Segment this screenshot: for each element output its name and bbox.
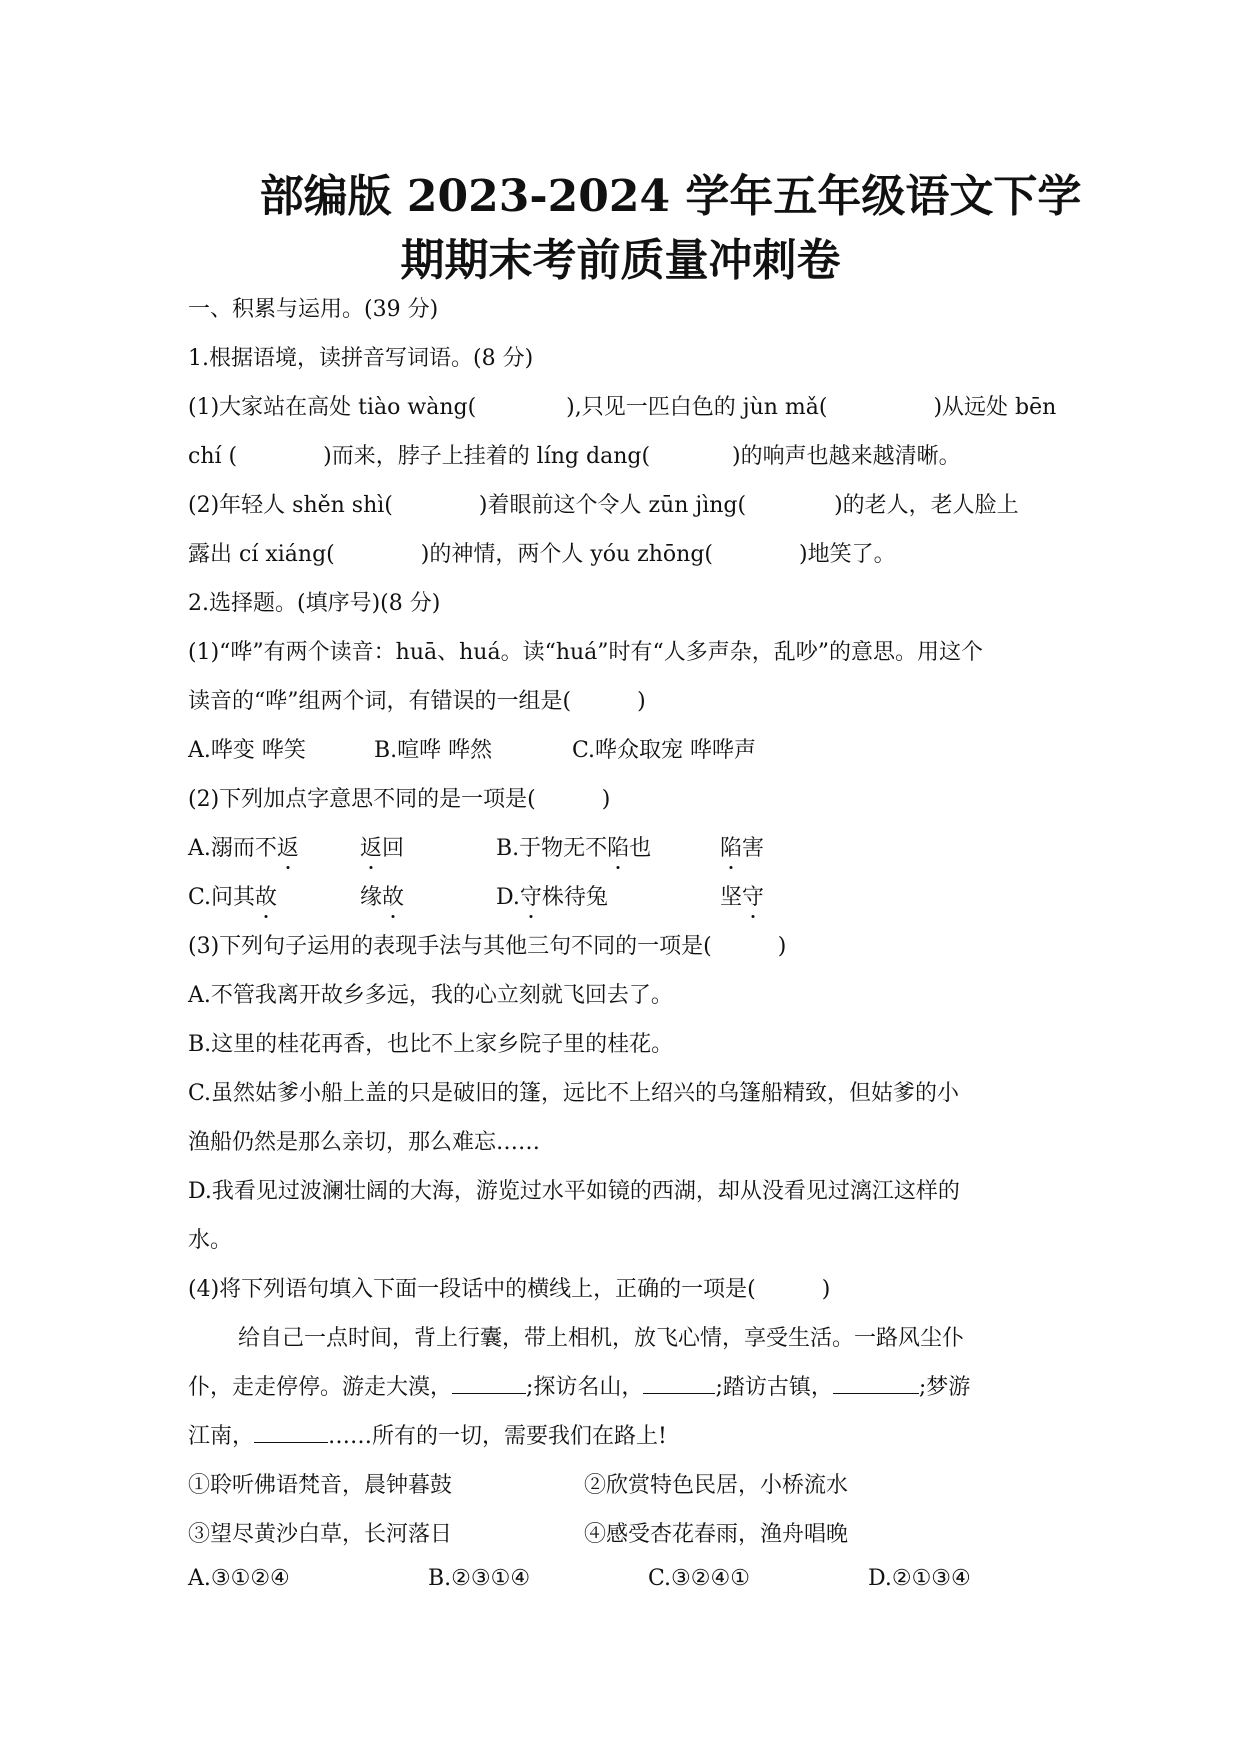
question-2-3-heading: (3)下列句子运用的表现手法与其他三句不同的一项是( ) (188, 934, 787, 959)
passage-line-2: 仆，走走停停。游走大漠， ;探访名山， ;踏访古镇， ;梦游 (188, 1375, 971, 1400)
option-b-phrase: B.于物无不陷也 (496, 836, 652, 861)
option-d-phrase: D.守株待兔 (496, 885, 608, 910)
question-1-line-1: (1)大家站在高处 tiào wàng( ),只见一匹白色的 jùn mǎ( )从远处 bēn (188, 395, 1057, 420)
passage-line-1: 给自己一点时间，背上行囊，带上相机，放飞心情，享受生活。一路风尘仆 (238, 1326, 965, 1351)
question-1-line-3: (2)年轻人 shěn shì( )着眼前这个令人 zūn jìng( )的老人，老人脸上 (188, 493, 1019, 518)
question-2-4-options (188, 1566, 1048, 1600)
dotted-character: 陷 (607, 836, 630, 861)
option-c-line-2: 渔船仍然是那么亲切，那么难忘…… (188, 1130, 541, 1155)
question-2-2-row-1 (188, 831, 1008, 865)
section-heading: 一、积累与运用。(39 分) (188, 297, 439, 322)
sentence-4: ④感受杏花春雨，渔舟唱晚 (584, 1522, 849, 1547)
question-1-line-2: chí ( )而来，脖子上挂着的 líng dang( )的响声也越来越清晰。 (188, 444, 961, 469)
fill-blank-line[interactable] (254, 1424, 328, 1443)
question-2-1-line-1: (1)“哗”有两个读音：huā、huá。读“huá”时有“人多声杂，乱吵”的意思。用这个 (188, 640, 984, 665)
sentence-2: ②欣赏特色民居，小桥流水 (584, 1473, 849, 1498)
option-a-word: 返回 (360, 836, 405, 861)
option-c-phrase: C.问其故 (188, 885, 278, 910)
question-2-4-heading: (4)将下列语句填入下面一段话中的横线上，正确的一项是( ) (188, 1277, 831, 1302)
dotted-character: 返 (360, 836, 383, 861)
option-b: B.这里的桂花再香，也比不上家乡院子里的桂花。 (188, 1032, 674, 1057)
dotted-character: 故 (255, 885, 278, 910)
question-2-2-heading: (2)下列加点字意思不同的是一项是( ) (188, 787, 611, 812)
dotted-character: 守 (742, 885, 765, 910)
fill-blank-line[interactable] (833, 1375, 919, 1394)
option-c: C.③②④① (648, 1566, 750, 1591)
option-d: D.②①③④ (868, 1566, 971, 1591)
sentence-choices-row-1 (188, 1468, 1008, 1502)
option-b: B.喧哗 哗然 (374, 738, 493, 763)
option-a: A.不管我离开故乡多远，我的心立刻就飞回去了。 (188, 983, 673, 1008)
question-1-line-4: 露出 cí xiáng( )的神情，两个人 yóu zhōng( )地笑了。 (188, 542, 896, 567)
option-c-line-1: C.虽然姑爹小船上盖的只是破旧的篷，远比不上绍兴的乌篷船精致，但姑爹的小 (188, 1081, 960, 1106)
fill-blank-line[interactable] (643, 1375, 715, 1394)
dotted-character: 返 (276, 836, 299, 861)
sentence-1: ①聆听佛语梵音，晨钟暮鼓 (188, 1473, 453, 1498)
question-2-1-line-2: 读音的“哗”组两个词，有错误的一组是( ) (188, 689, 646, 714)
option-d-word: 坚守 (720, 885, 765, 910)
question-2-2-row-2 (188, 880, 1008, 914)
dotted-character: 守 (519, 885, 542, 910)
option-d-line-2: 水。 (188, 1228, 233, 1253)
sentence-choices-row-2 (188, 1517, 1008, 1551)
option-d-line-1: D.我看见过波澜壮阔的大海，游览过水平如镜的西湖，却从没看见过漓江这样的 (188, 1179, 960, 1204)
title-line-1: 部编版 2023-2024 学年五年级语文下学 (259, 171, 1082, 222)
dotted-character: 陷 (720, 836, 743, 861)
title-line-2: 期期末考前质量冲刺卷 (400, 235, 841, 286)
passage-line-3: 江南， ……所有的一切，需要我们在路上! (188, 1424, 667, 1449)
question-2-heading: 2.选择题。(填序号)(8 分) (188, 591, 441, 616)
option-a: A.哗变 哗笑 (188, 738, 306, 763)
option-b: B.②③①④ (428, 1566, 531, 1591)
option-c: C.哗众取宠 哗哗声 (572, 738, 757, 763)
fill-blank-line[interactable] (452, 1375, 526, 1394)
option-b-word: 陷害 (720, 836, 765, 861)
sentence-3: ③望尽黄沙白草，长河落日 (188, 1522, 453, 1547)
dotted-character: 故 (382, 885, 405, 910)
option-c-word: 缘故 (360, 885, 405, 910)
option-a-phrase: A.溺而不返 (188, 836, 299, 861)
question-1-heading: 1.根据语境，读拼音写词语。(8 分) (188, 346, 534, 371)
option-a: A.③①②④ (188, 1566, 290, 1591)
